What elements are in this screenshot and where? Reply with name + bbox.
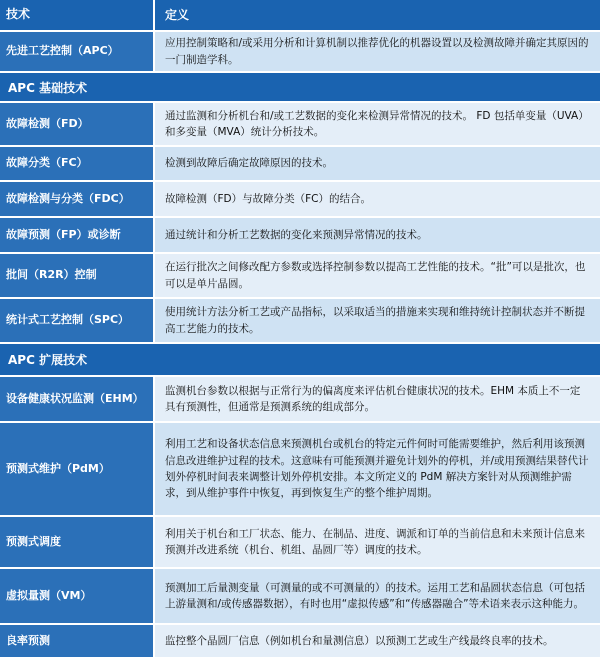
term-cell: 预测式调度 bbox=[0, 517, 153, 567]
section-header-basic bbox=[0, 73, 600, 101]
term-cell: 虚拟量测（VM） bbox=[0, 569, 153, 623]
table-row bbox=[0, 254, 600, 297]
table-row bbox=[0, 147, 600, 180]
table-header-row bbox=[0, 0, 600, 30]
term-cell: 预测式维护（PdM） bbox=[0, 423, 153, 515]
table-row-apc bbox=[0, 32, 600, 71]
definition-cell: 通过监测和分析机台和/或工艺数据的变化来检测异常情况的技术。 FD 包括单变量（UVA）和多变量（MVA）统计分析技术。 bbox=[155, 103, 600, 145]
section-title: APC 扩展技术 bbox=[0, 344, 600, 375]
table-row bbox=[0, 299, 600, 342]
definition-cell: 监控整个晶圆厂信息（例如机台和量测信息）以预测工艺或生产线最终良率的技术。 bbox=[155, 625, 600, 657]
table-row bbox=[0, 423, 600, 515]
table-row bbox=[0, 517, 600, 567]
term-cell: 良率预测 bbox=[0, 625, 153, 657]
definition-cell: 使用统计方法分析工艺或产品指标，以采取适当的措施来实现和维持统计控制状态并不断提高工艺能力的技术。 bbox=[155, 299, 600, 342]
table-row bbox=[0, 569, 600, 623]
section-header-extended bbox=[0, 344, 600, 375]
definition-cell: 故障检测（FD）与故障分类（FC）的结合。 bbox=[155, 182, 600, 216]
table-row bbox=[0, 182, 600, 216]
term-cell: 设备健康状况监测（EHM） bbox=[0, 377, 153, 421]
definition-cell: 在运行批次之间修改配方参数或选择控制参数以提高工艺性能的技术。“批”可以是批次，也可以是单片晶圆。 bbox=[155, 254, 600, 297]
definition-cell: 监测机台参数以根据与正常行为的偏离度来评估机台健康状况的技术。EHM 本质上不一定具有预测性，但通常是预测系统的组成部分。 bbox=[155, 377, 600, 421]
term-cell: 故障检测（FD） bbox=[0, 103, 153, 145]
definition-cell: 应用控制策略和/或采用分析和计算机制以推荐优化的机器设置以及检测故障并确定其原因的一门制造学科。 bbox=[155, 32, 600, 71]
definition-cell: 利用工艺和设备状态信息来预测机台或机台的特定元件何时可能需要维护，然后利用该预测信息改进维护过程的技术。这意味有可能预测并避免计划外的停机，并/或用预测结果替代计划外停机时间表来调整计划外停机安排。本文所定义的 PdM 解决方案针对从预测维护需求，到从维护事件中恢复，再到恢复生产的整个维护周期。 bbox=[155, 423, 600, 515]
definition-cell: 预测加工后量测变量（可测量的或不可测量的）的技术。运用工艺和晶圆状态信息（可包括上游量测和/或传感器数据），有时也用“虚拟传感”和“传感器融合”等术语来表示这种能力。 bbox=[155, 569, 600, 623]
table-row bbox=[0, 625, 600, 657]
table-row bbox=[0, 218, 600, 252]
section-title: APC 基础技术 bbox=[0, 73, 600, 101]
definition-cell: 检测到故障后确定故障原因的技术。 bbox=[155, 147, 600, 180]
term-cell: 统计式工艺控制（SPC） bbox=[0, 299, 153, 342]
term-cell: 故障预测（FP）或诊断 bbox=[0, 218, 153, 252]
term-cell: 故障分类（FC） bbox=[0, 147, 153, 180]
table-row bbox=[0, 377, 600, 421]
term-cell: 批间（R2R）控制 bbox=[0, 254, 153, 297]
definition-cell: 利用关于机台和工厂状态、能力、在制品、进度、调派和订单的当前信息和未来预计信息来预测并改进系统（机台、机组、晶圆厂等）调度的技术。 bbox=[155, 517, 600, 567]
header-term-cell: 技术 bbox=[0, 0, 153, 30]
term-cell: 先进工艺控制（APC） bbox=[0, 32, 153, 71]
header-definition-cell: 定义 bbox=[155, 0, 600, 30]
term-cell: 故障检测与分类（FDC） bbox=[0, 182, 153, 216]
table-row bbox=[0, 103, 600, 145]
definition-cell: 通过统计和分析工艺数据的变化来预测异常情况的技术。 bbox=[155, 218, 600, 252]
